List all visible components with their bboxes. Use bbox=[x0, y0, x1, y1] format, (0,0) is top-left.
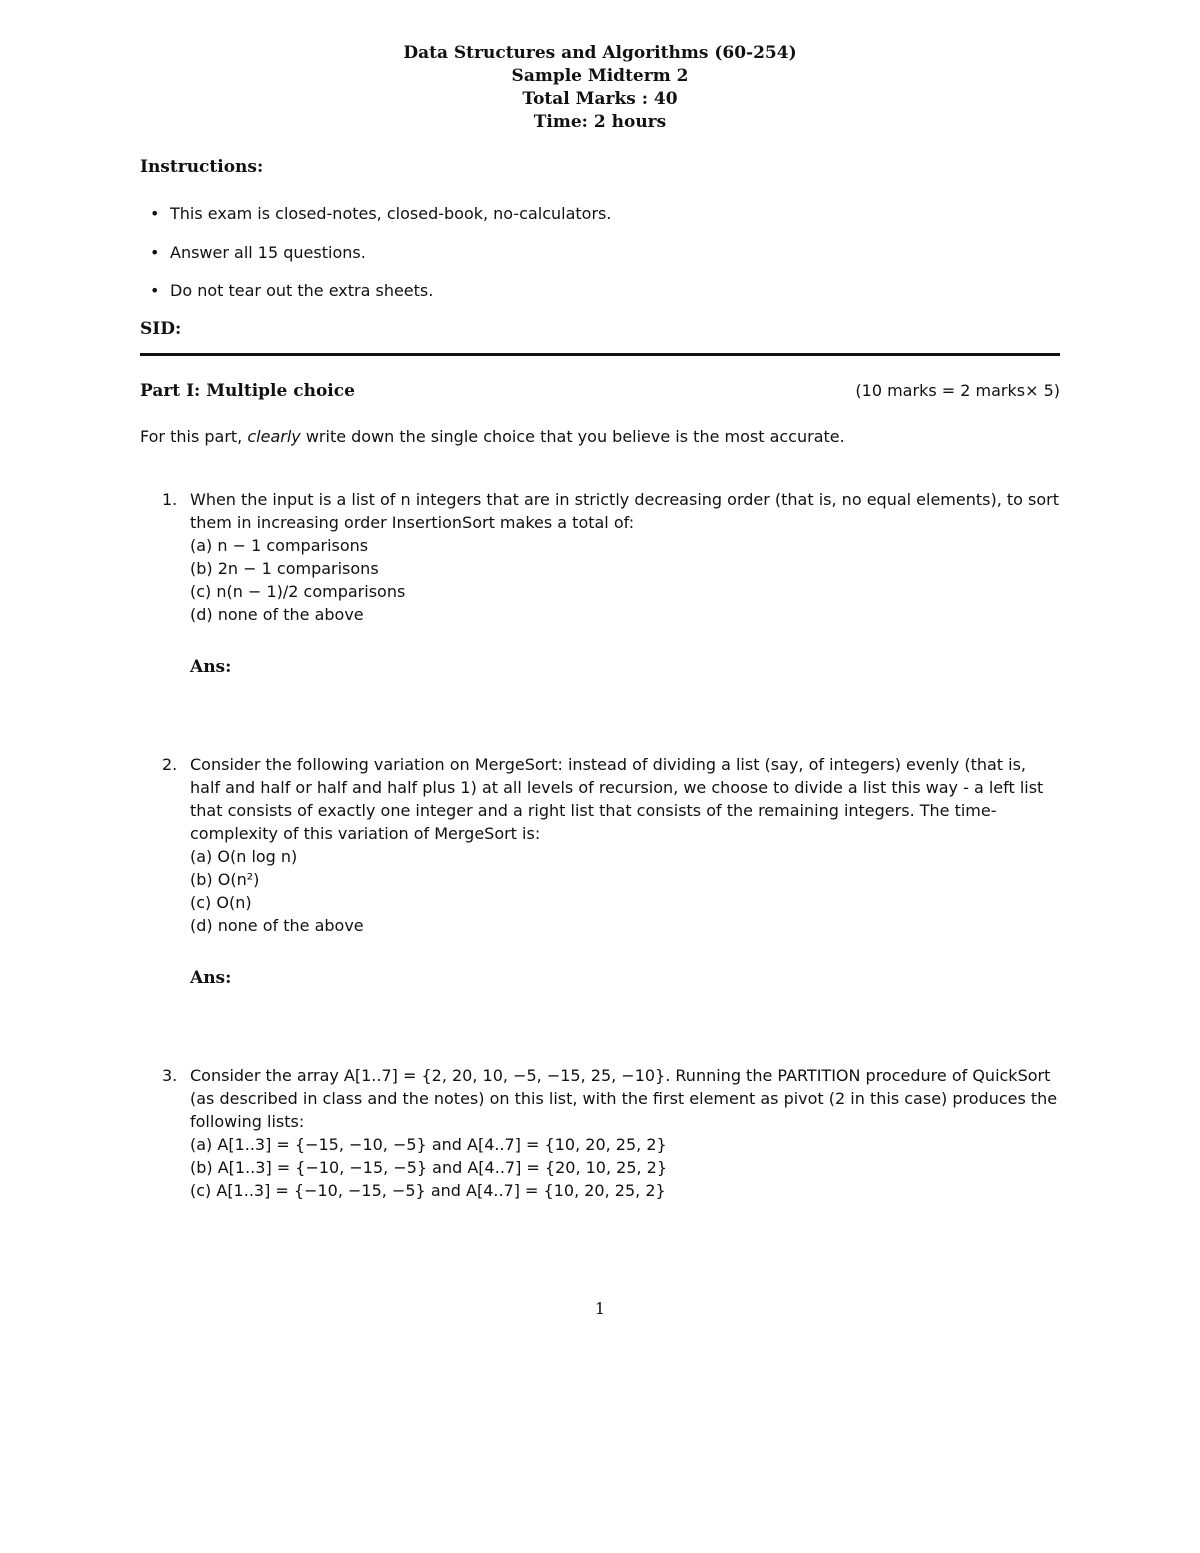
answer-label: Ans: bbox=[190, 656, 232, 677]
option-c: (c) n(n − 1)/2 comparisons bbox=[190, 581, 406, 601]
option-c: (c) A[1..3] = {−10, −15, −5} and A[4..7] = {10, 20, 25, 2} bbox=[190, 1180, 666, 1200]
instructions-title: Instructions: bbox=[140, 157, 264, 177]
question-list bbox=[140, 488, 1060, 1202]
instruction-item: • Do not tear out the extra sheets. bbox=[170, 280, 1060, 302]
question-number: 1. bbox=[162, 489, 178, 509]
part-heading bbox=[140, 380, 1060, 403]
bullet-icon: • bbox=[150, 204, 160, 224]
exam-time: Time: 2 hours bbox=[533, 112, 667, 132]
intro-emphasis: clearly bbox=[247, 426, 301, 446]
part-title: Part I: Multiple choice bbox=[140, 381, 355, 402]
bullet-icon: • bbox=[150, 242, 160, 262]
option-b: (b) A[1..3] = {−10, −15, −5} and A[4..7] = {20, 10, 25, 2} bbox=[190, 1157, 668, 1177]
question-2 bbox=[140, 753, 1060, 990]
sid-label: SID: bbox=[140, 318, 182, 339]
question-text: Consider the array A[1..7] = {2, 20, 10, −5, −15, 25, −10}. Running the PARTITION procedure of QuickSort (as described in class and the notes) on this list, with the first element as pivot (2 in this case) produces the following lists: bbox=[190, 1065, 1058, 1131]
option-d: (d) none of the above bbox=[190, 915, 364, 935]
instruction-item: • Answer all 15 questions. bbox=[170, 242, 1060, 264]
question-1 bbox=[140, 488, 1060, 679]
instruction-item: • This exam is closed-notes, closed-book, no-calculators. bbox=[170, 203, 1060, 225]
question-3 bbox=[140, 1064, 1060, 1202]
option-a: (a) A[1..3] = {−15, −10, −5} and A[4..7] = {10, 20, 25, 2} bbox=[190, 1134, 667, 1154]
exam-header bbox=[140, 42, 1060, 134]
exam-page bbox=[140, 42, 1060, 1202]
question-text: When the input is a list of n integers that are in strictly decreasing order (that is, no equal elements), to sort them in increasing order InsertionSort makes a total of: bbox=[190, 489, 1060, 532]
option-b: (b) 2n − 1 comparisons bbox=[190, 558, 379, 578]
question-number: 2. bbox=[162, 754, 178, 774]
total-marks: Total Marks : 40 bbox=[522, 89, 678, 109]
instructions-list bbox=[140, 203, 1060, 301]
answer-label: Ans: bbox=[190, 967, 232, 988]
option-a: (a) O(n log n) bbox=[190, 846, 298, 866]
option-b: (b) O(n²) bbox=[190, 869, 260, 889]
part-marks: (10 marks = 2 marks× 5) bbox=[855, 381, 1060, 401]
exam-name: Sample Midterm 2 bbox=[511, 66, 689, 86]
course-title: Data Structures and Algorithms (60-254) bbox=[403, 43, 797, 63]
option-c: (c) O(n) bbox=[190, 892, 252, 912]
option-d: (d) none of the above bbox=[190, 604, 364, 624]
section-divider bbox=[140, 353, 1060, 356]
bullet-icon: • bbox=[150, 280, 160, 300]
page-number: 1 bbox=[594, 1299, 606, 1318]
question-text: Consider the following variation on MergeSort: instead of dividing a list (say, of integers) evenly (that is, half and half or half and half plus 1) at all levels of recursion, we choose to divide a list this way - a left list that consists of exactly one integer and a right list that consists of the remaining integers. The time-complexity of this variation of MergeSort is: bbox=[190, 754, 1044, 843]
part-intro: For this part, clearly write down the single choice that you believe is the most accurate. bbox=[140, 426, 845, 446]
option-a: (a) n − 1 comparisons bbox=[190, 535, 369, 555]
question-number: 3. bbox=[162, 1065, 178, 1085]
